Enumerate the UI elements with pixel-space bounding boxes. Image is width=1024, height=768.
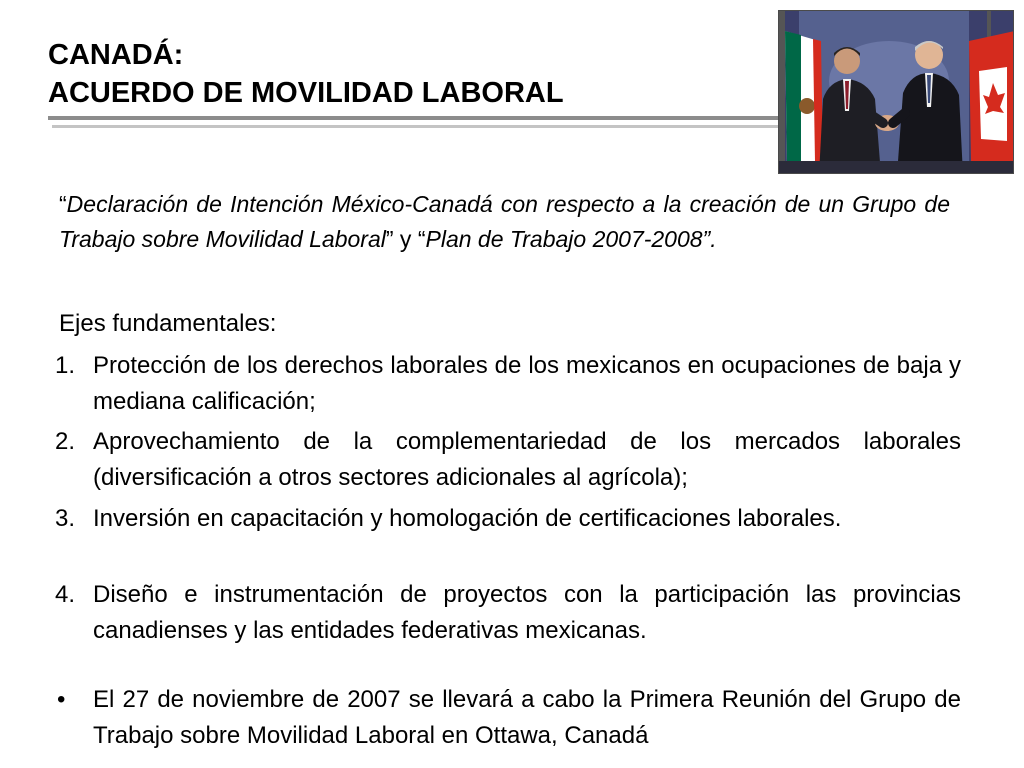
intro-close-quote: ” [385, 226, 394, 252]
slide-title-line1: CANADÁ: [48, 39, 184, 71]
ejes-heading: Ejes fundamentales: [59, 310, 277, 337]
list-item-number: 1. [55, 352, 76, 379]
list-item-number: 2. [55, 428, 76, 455]
handshake-photo [778, 10, 1014, 174]
intro-conjunction: y “ [393, 226, 426, 252]
list-item-number: 3. [55, 505, 76, 532]
list-item-text: Protección de los derechos laborales de los mexicanos en ocupaciones de baja y mediana calificación; [93, 352, 961, 415]
list-item-text: Diseño e instrumentación de proyectos con la participación las provincias canadienses y las entidades federativas mexicanas. [93, 581, 961, 644]
slide-title-line2: ACUERDO DE MOVILIDAD LABORAL [48, 77, 564, 109]
title-underline-dark [48, 116, 778, 120]
bullet-symbol: • [57, 686, 66, 713]
handshake-photo-illustration [779, 11, 1014, 174]
intro-paragraph [59, 187, 950, 257]
intro-declaration-title: Declaración de Intención México-Canadá con respecto a la creación de un Grupo de Trabajo sobre Movilidad Laboral [59, 191, 950, 252]
meeting-bullet-text: El 27 de noviembre de 2007 se llevará a cabo la Primera Reunión del Grupo de Trabajo sobre Movilidad Laboral en Ottawa, Canadá [93, 686, 961, 749]
intro-open-quote: “ [59, 191, 67, 217]
list-item-number: 4. [55, 581, 76, 608]
slide-title [48, 36, 564, 112]
list-item-text: Aprovechamiento de la complementariedad de los mercados laborales (diversificación a otros sectores adicionales al agrícola); [93, 428, 961, 491]
list-item-text: Inversión en capacitación y homologación de certificaciones laborales. [93, 505, 842, 532]
intro-work-plan-title: Plan de Trabajo 2007-2008”. [425, 226, 717, 252]
title-underline-light [52, 125, 778, 128]
